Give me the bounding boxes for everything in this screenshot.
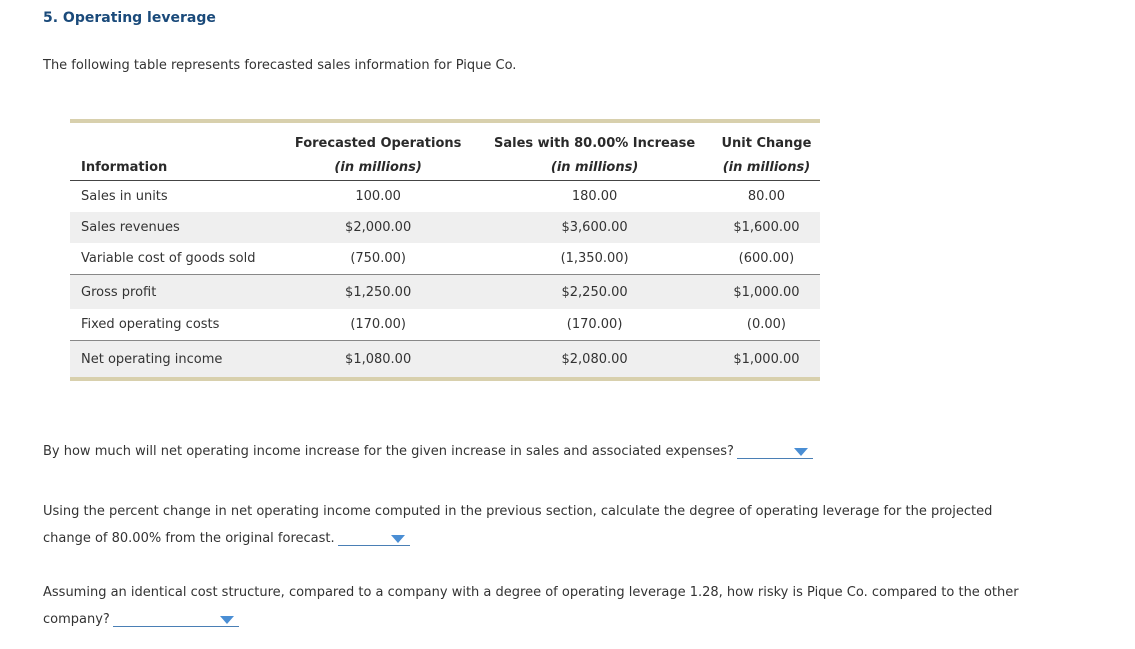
question-3 bbox=[43, 579, 1019, 633]
row-label: Gross profit bbox=[70, 275, 280, 310]
forecast-cell: $1,080.00 bbox=[280, 341, 476, 378]
question-2 bbox=[43, 498, 992, 552]
row-label: Variable cost of goods sold bbox=[81, 251, 256, 266]
increase-cell: 180.00 bbox=[571, 189, 618, 204]
chevron-down-icon[interactable] bbox=[220, 616, 234, 624]
question-2-text-line2: change of 80.00% from the original forecast. bbox=[43, 531, 335, 546]
forecast-cell: $1,250.00 bbox=[280, 275, 476, 310]
dol-dropdown[interactable] bbox=[338, 531, 410, 546]
question-1 bbox=[43, 444, 813, 459]
forecast-cell: (750.00) bbox=[350, 251, 406, 266]
change-cell: $1,000.00 bbox=[713, 275, 820, 310]
header-change: Unit Change bbox=[721, 135, 812, 151]
question-1-text: By how much will net operating income increase for the given increase in sales and associated expenses? bbox=[43, 444, 734, 459]
question-3-text-line2: company? bbox=[43, 612, 110, 627]
noi-increase-dropdown[interactable] bbox=[737, 444, 813, 459]
header-increase: Sales with 80.00% Increase bbox=[494, 135, 696, 151]
increase-cell: $2,250.00 bbox=[476, 275, 713, 310]
header-information: Information bbox=[70, 154, 280, 181]
table-row bbox=[70, 243, 820, 275]
sales-table bbox=[70, 119, 820, 381]
row-label: Fixed operating costs bbox=[81, 317, 220, 332]
intro-text: The following table represents forecasted sales information for Pique Co. bbox=[43, 58, 517, 73]
increase-cell: $2,080.00 bbox=[476, 341, 713, 378]
chevron-down-icon[interactable] bbox=[794, 448, 808, 456]
forecast-cell: (170.00) bbox=[350, 317, 406, 332]
row-label: Sales in units bbox=[81, 189, 168, 204]
question-3-text-line1: Assuming an identical cost structure, compared to a company with a degree of operating leverage 1.28, how risky is Pique Co. compared to the other bbox=[43, 585, 1019, 600]
chevron-down-icon[interactable] bbox=[391, 535, 405, 543]
header-change-unit: (in millions) bbox=[713, 154, 820, 181]
header-forecast: Forecasted Operations bbox=[294, 135, 462, 151]
risk-comparison-dropdown[interactable] bbox=[113, 612, 239, 627]
row-label: Net operating income bbox=[70, 341, 280, 378]
increase-cell: $3,600.00 bbox=[476, 212, 713, 243]
table-row bbox=[70, 275, 820, 310]
table-row bbox=[70, 341, 820, 378]
change-cell: (600.00) bbox=[738, 251, 795, 266]
row-label: Sales revenues bbox=[70, 212, 280, 243]
header-increase-unit: (in millions) bbox=[476, 154, 713, 181]
question-2-text-line1: Using the percent change in net operating income computed in the previous section, calculate the degree of operating leverage for the projected bbox=[43, 504, 993, 519]
page-title: 5. Operating leverage bbox=[43, 10, 216, 26]
table-row bbox=[70, 181, 820, 213]
increase-cell: (170.00) bbox=[566, 317, 623, 332]
change-cell: $1,600.00 bbox=[713, 212, 820, 243]
header-information-top bbox=[70, 123, 280, 154]
header-forecast-unit: (in millions) bbox=[280, 154, 476, 181]
change-cell: 80.00 bbox=[747, 189, 786, 204]
increase-cell: (1,350.00) bbox=[560, 251, 629, 266]
forecast-cell: 100.00 bbox=[355, 189, 401, 204]
table-row bbox=[70, 212, 820, 243]
table-row bbox=[70, 309, 820, 341]
forecast-cell: $2,000.00 bbox=[280, 212, 476, 243]
change-cell: $1,000.00 bbox=[713, 341, 820, 378]
change-cell: (0.00) bbox=[746, 317, 786, 332]
